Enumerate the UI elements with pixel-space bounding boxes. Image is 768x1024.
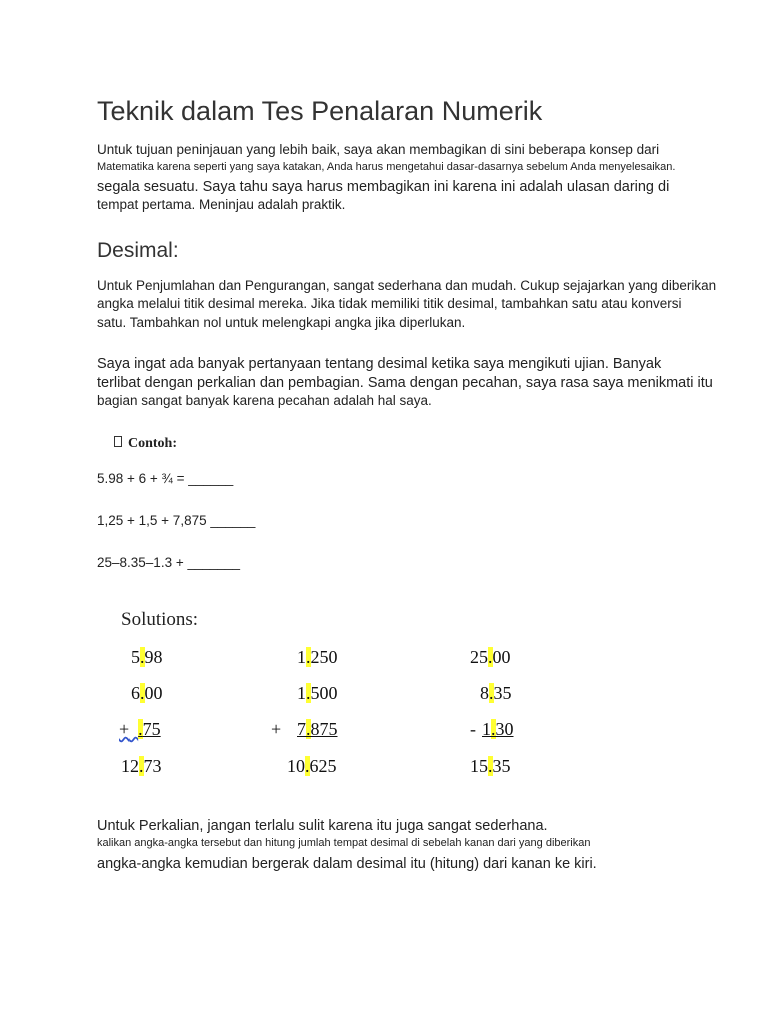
para1-line-3: satu. Tambahkan nol untuk melengkapi angka jika diperlukan. bbox=[97, 315, 466, 330]
intro-line-4: tempat pertama. Meninjau adalah praktik. bbox=[97, 197, 346, 212]
sol3-op: - bbox=[470, 719, 476, 739]
sol1-row2: 6.00 bbox=[131, 683, 163, 703]
sol2-row3: 7.875 bbox=[297, 719, 338, 739]
intro-line-1: Untuk tujuan peninjauan yang lebih baik, saya akan membagikan di sini beberapa konsep dari bbox=[97, 142, 660, 157]
para2-line-1: Saya ingat ada banyak pertanyaan tentang desimal ketika saya mengikuti ujian. Banyak bbox=[97, 356, 662, 372]
sol1-result: 12.73 bbox=[121, 756, 162, 776]
para3-line-2: kalikan angka-angka tersebut dan hitung jumlah tempat desimal di sebelah kanan dari yang diberikan bbox=[97, 837, 591, 849]
intro-line-3: segala sesuatu. Saya tahu saya harus membagikan ini karena ini adalah ulasan daring di bbox=[97, 179, 670, 195]
sol3-row1: 25.00 bbox=[470, 647, 511, 667]
sol2-row2: 1.500 bbox=[297, 683, 338, 703]
intro-line-2: Matematika karena seperti yang saya katakan, Anda harus mengetahui dasar-dasarnya sebelum Anda menyelesaikan. bbox=[97, 161, 676, 173]
sol1-row1: 5.98 bbox=[131, 647, 163, 667]
example-3: 25–8.35–1.3 + _______ bbox=[97, 555, 241, 570]
sol3-row3: 1.30 bbox=[482, 719, 514, 739]
section-heading: Desimal: bbox=[97, 239, 179, 262]
sol3-result: 15.35 bbox=[470, 756, 511, 776]
example-2: 1,25 + 1,5 + 7,875 ______ bbox=[97, 513, 256, 528]
page-title: Teknik dalam Tes Penalaran Numerik bbox=[97, 96, 543, 126]
para3-line-3: angka-angka kemudian bergerak dalam desimal itu (hitung) dari kanan ke kiri. bbox=[97, 856, 597, 872]
checkbox-icon bbox=[114, 436, 122, 447]
sol2-result: 10.625 bbox=[287, 756, 337, 776]
para3-line-1: Untuk Perkalian, jangan terlalu sulit karena itu juga sangat sederhana. bbox=[97, 818, 548, 834]
solutions-label: Solutions: bbox=[121, 609, 199, 630]
example-label: Contoh: bbox=[114, 436, 177, 452]
sol1-row3: + .75 bbox=[119, 719, 161, 739]
para1-line-1: Untuk Penjumlahan dan Pengurangan, sangat sederhana dan mudah. Cukup sejajarkan yang diberikan bbox=[97, 278, 717, 293]
sol2-op: + bbox=[271, 719, 282, 739]
example-1: 5.98 + 6 + ¾ = ______ bbox=[97, 471, 234, 486]
sol2-row1: 1.250 bbox=[297, 647, 338, 667]
para2-line-3: bagian sangat banyak karena pecahan adalah hal saya. bbox=[97, 393, 432, 408]
sol3-row2: 8.35 bbox=[480, 683, 512, 703]
para1-line-2: angka melalui titik desimal mereka. Jika tidak memiliki titik desimal, tambahkan satu atau konversi bbox=[97, 296, 682, 311]
para2-line-2: terlibat dengan perkalian dan pembagian. Sama dengan pecahan, saya rasa saya menikmati itu bbox=[97, 375, 713, 391]
